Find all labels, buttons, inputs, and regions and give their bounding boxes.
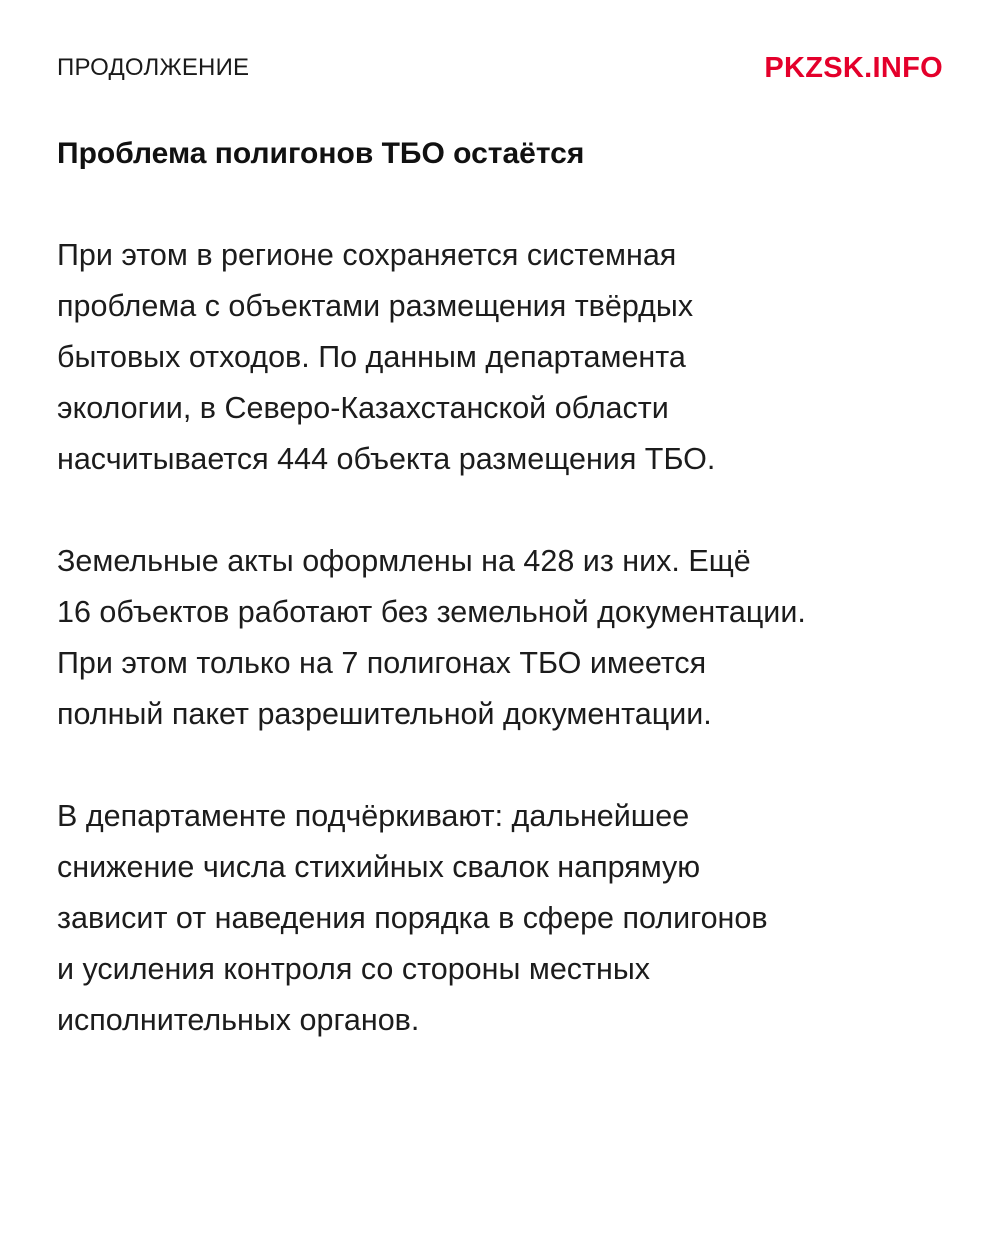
text-line: При этом в регионе сохраняется системная bbox=[57, 238, 677, 272]
article-body bbox=[57, 132, 957, 1097]
text-line: проблема с объектами размещения твёрдых bbox=[57, 289, 694, 323]
paragraph-department-statement bbox=[57, 791, 957, 1046]
text-line: зависит от наведения порядка в сфере полигонов bbox=[57, 901, 768, 935]
text-line: исполнительных органов. bbox=[57, 1003, 420, 1037]
page-header bbox=[57, 50, 943, 86]
paragraph-land-documents bbox=[57, 536, 957, 740]
text-line: Земельные акты оформлены на 428 из них. Ещё bbox=[57, 544, 751, 578]
text-line: полный пакет разрешительной документации. bbox=[57, 697, 712, 731]
paragraph-landfill-count bbox=[57, 230, 957, 485]
continuation-label: ПРОДОЛЖЕНИЕ bbox=[57, 54, 250, 81]
text-line: 16 объектов работают без земельной документации. bbox=[57, 595, 806, 629]
text-line: насчитывается 444 объекта размещения ТБО. bbox=[57, 442, 716, 476]
text-line: снижение числа стихийных свалок напрямую bbox=[57, 850, 701, 884]
text-line: и усиления контроля со стороны местных bbox=[57, 952, 651, 986]
text-line: бытовых отходов. По данным департамента bbox=[57, 340, 686, 374]
site-name: PKZSK.INFO bbox=[764, 51, 943, 84]
text-line: В департаменте подчёркивают: дальнейшее bbox=[57, 799, 690, 833]
article-headline: Проблема полигонов ТБО остаётся bbox=[57, 137, 585, 170]
text-line: При этом только на 7 полигонах ТБО имеется bbox=[57, 646, 707, 680]
text-line: экологии, в Северо-Казахстанской области bbox=[57, 391, 669, 425]
